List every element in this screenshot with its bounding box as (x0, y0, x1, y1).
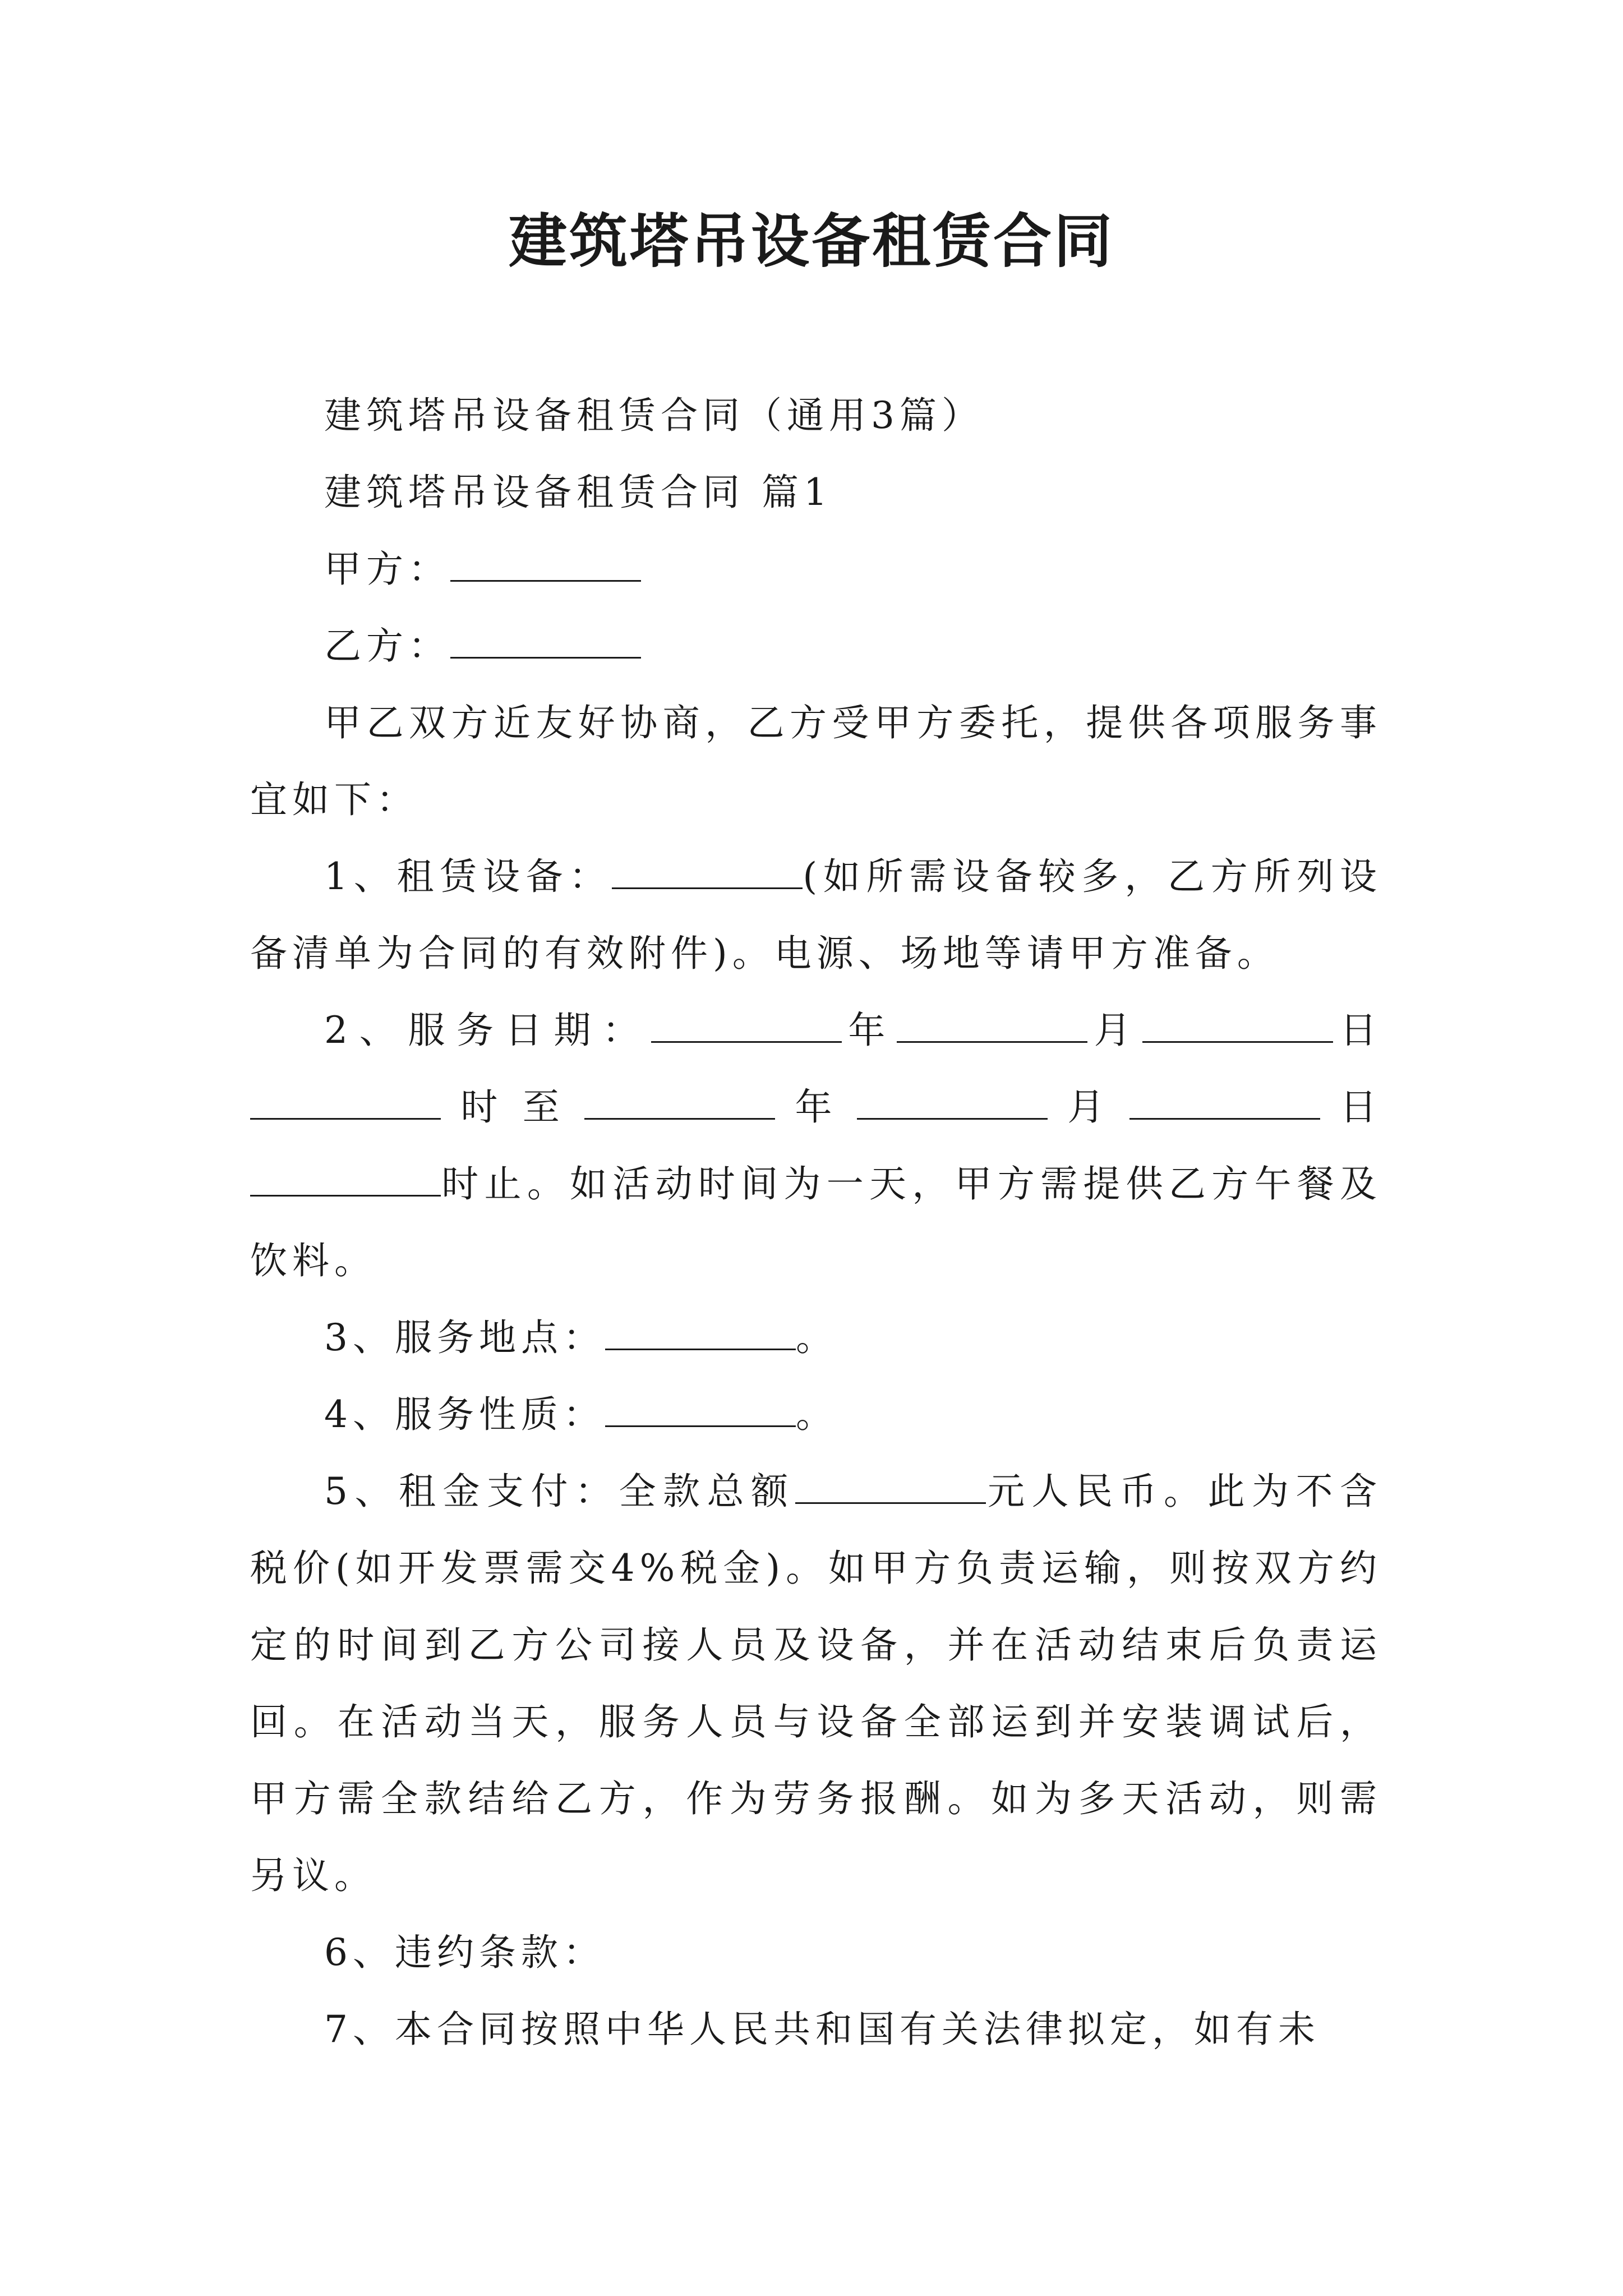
paragraph-clause-5: 5、租金支付：全款总额 元人民币。此为不含税价(如开发票需交4%税金)。如甲方负责运输，则按双方约定的时间到乙方公司接人员及设备，并在活动结束后负责运回。在活动当天，服务人员与设备全部运到并安装调试后，甲方需全款结给乙方，作为劳务报酬。如为多天活动，则需另议。 (250, 1470, 1382, 1897)
fill-in-blank (450, 546, 641, 582)
fill-in-blank (1129, 1084, 1320, 1120)
fill-in-blank (584, 1084, 775, 1120)
fill-in-blank (612, 854, 803, 889)
paragraph-party-b: 乙方： (250, 608, 1382, 684)
fill-in-blank (1142, 1007, 1333, 1043)
paragraph-clause-2: 2、服务日期： 年 月 日时至 年 月 日时止。如活动时间为一天，甲方需提供乙方午餐及饮料。 (250, 1009, 1382, 1282)
document-title: 建筑塔吊设备租赁合同 (508, 206, 1114, 275)
paragraph-intro: 甲乙双方近友好协商，乙方受甲方委托，提供各项服务事宜如下： (250, 701, 1382, 821)
fill-in-blank (857, 1084, 1048, 1120)
paragraph-clause-4: 4、服务性质： 。 (324, 1393, 838, 1436)
paragraph-clause-7: 7、本合同按照中华人民共和国有关法律拟定，如有未 (324, 2008, 1320, 2051)
fill-in-blank (897, 1007, 1087, 1043)
paragraph-party-a: 甲方： (250, 531, 1382, 608)
document-body (250, 377, 1382, 2068)
fill-in-blank (250, 1084, 441, 1120)
fill-in-blank (450, 623, 641, 659)
fill-in-blank (651, 1007, 842, 1043)
paragraph-clause-3: 3、服务地点： 。 (324, 1316, 838, 1359)
paragraph-clause-6: 6、违约条款： (324, 1931, 605, 1974)
paragraph-subtitle: 建筑塔吊设备租赁合同（通用3篇） (324, 394, 984, 437)
fill-in-blank (605, 1392, 796, 1427)
paragraph-part-heading: 建筑塔吊设备租赁合同 篇1 (324, 471, 832, 514)
fill-in-blank (795, 1469, 986, 1504)
fill-in-blank (250, 1161, 441, 1197)
paragraph-clause-1: 1、租赁设备： (如所需设备较多，乙方所列设备清单为合同的有效附件)。电源、场地等请甲方准备。 (250, 855, 1382, 975)
fill-in-blank (605, 1315, 796, 1350)
